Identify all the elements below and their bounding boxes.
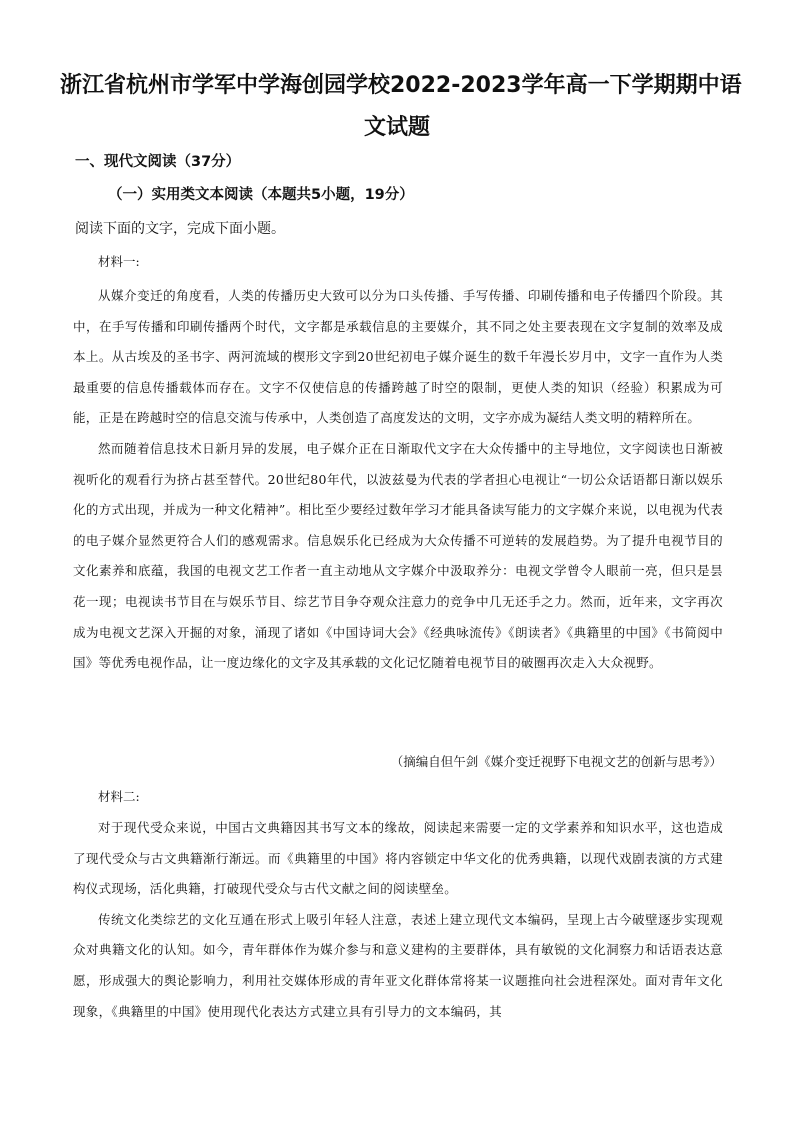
subsection-heading: （一）实用类文本阅读（本题共5小题，19分）: [108, 187, 414, 203]
document-title-line-2: 文试题: [363, 115, 430, 140]
reading-instruction: 阅读下面的文字，完成下面小题。: [75, 221, 285, 237]
material-2-paragraph-2: 传统文化类综艺的文化互通在形式上吸引年轻人注意，表述上建立现代文本编码，呈现上古今破壁逐步实现观众对典籍文化的认知。如今，青年群体作为媒介参与和意义建构的主要群体，具有敏锐的文化洞察力和话语表达意愿，形成强大的舆论影响力，利用社交媒体形成的青年亚文化群体常将某一议题推向社会进程深处。面对青年文化现象，《典籍里的中国》使用现代化表达方式建立具有引导力的文本编码，其: [73, 911, 723, 1019]
material-1-paragraph-1: 从媒介变迁的角度看，人类的传播历史大致可以分为口头传播、手写传播、印刷传播和电子传播四个阶段。其中，在手写传播和印刷传播两个时代，文字都是承载信息的主要媒介，其不同之处主要表现在文字复制的效率及成本上。从古埃及的圣书字、两河流域的楔形文字到20世纪初电子媒介诞生的数千年漫长岁月中，文字一直作为人类最重要的信息传播载体而存在。文字不仅使信息的传播跨越了时空的限制，更使人类的知识（经验）积累成为可能，正是在跨越时空的信息交流与传承中，人类创造了高度发达的文明，文字亦成为凝结人类文明的精粹所在。: [73, 288, 723, 426]
material-2-body: [73, 813, 723, 1027]
material-1-paragraph-2: 然而随着信息技术日新月异的发展，电子媒介正在日渐取代文字在大众传播中的主导地位，文字阅读也日渐被视听化的观看行为挤占甚至替代。20世纪80年代，以波兹曼为代表的学者担心电视让“一切公众话语都日渐以娱乐化的方式出现，并成为一种文化精神”。相比至少要经过数年学习才能具备读写能力的文字媒介来说，以电视为代表的电子媒介显然更符合人们的感观需求。信息娱乐化已经成为大众传播不可逆转的发展趋势。为了提升电视节目的文化素养和底蕴，我国的电视文艺工作者一直主动地从文字媒介中汲取养分：电视文学曾令人眼前一亮，但只是昙花一现；电视读书节目在与娱乐节目、综艺节目争夺观众注意力的竞争中几无还手之力。然而，近年来，文字再次成为电视文艺深入开掘的对象，涌现了诸如《中国诗词大会》《经典咏流传》《朗读者》《典籍里的中国》《书简阅中国》等优秀电视作品，让一度边缘化的文字及其承载的文化记忆随着电视节目的破圈再次走入大众视野。: [73, 440, 723, 671]
material-1-source: （摘编自但午剑《媒介变迁视野下电视文艺的创新与思考》）: [390, 754, 722, 769]
material-1-label: 材料一:: [98, 254, 140, 269]
document-title-line-1: 浙江省杭州市学军中学海创园学校2022-2023学年高一下学期期中语: [60, 73, 742, 98]
material-1-body: [73, 281, 723, 679]
section-heading: 一、现代文阅读（37分）: [75, 154, 241, 170]
material-2-label: 材料二:: [98, 789, 140, 804]
material-2-paragraph-1: 对于现代受众来说，中国古文典籍因其书写文本的缘故，阅读起来需要一定的文学素养和知识水平，这也造成了现代受众与古文典籍渐行渐远。而《典籍里的中国》将内容锁定中华文化的优秀典籍，以现代戏剧表演的方式建构仪式现场，活化典籍，打破现代受众与古代文献之间的阅读壁垒。: [73, 820, 723, 897]
